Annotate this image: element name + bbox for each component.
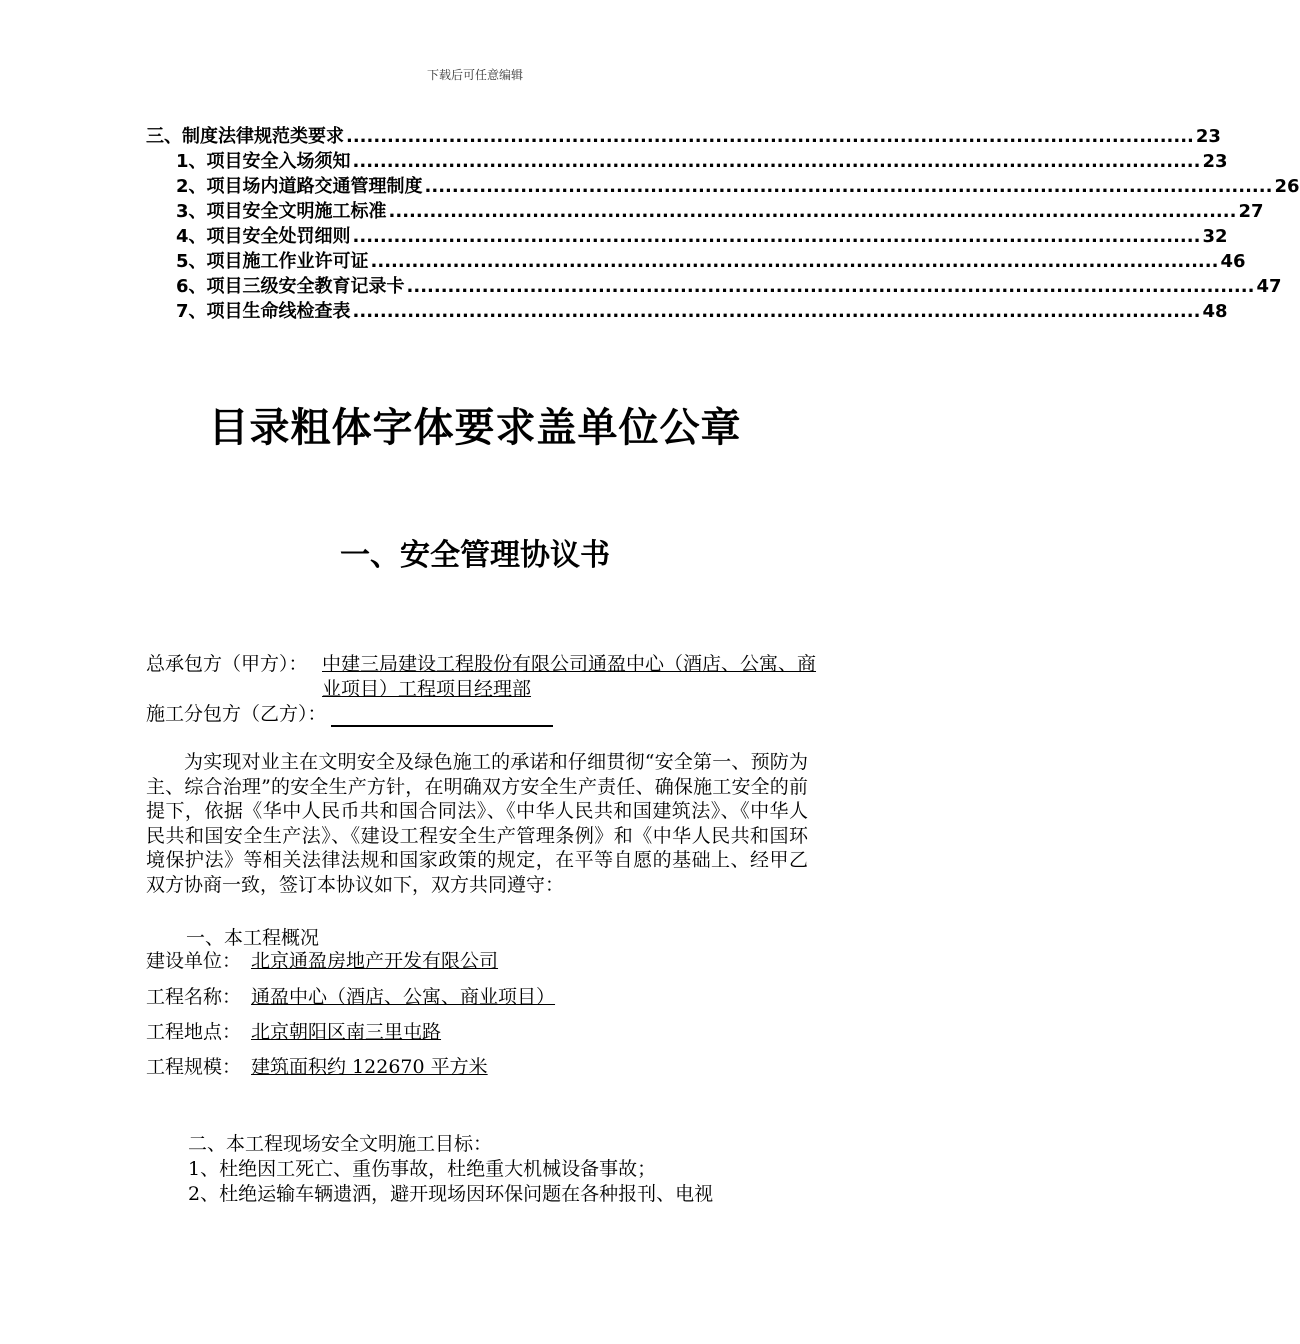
project-info-label: 工程地点： [146,1021,242,1043]
toc-entry-label: 2、项目场内道路交通管理制度 [176,176,423,197]
toc-leader-dots: ............................................................................................................................ [388,201,1237,222]
party-b-line [146,702,816,727]
toc-entry[interactable] [146,299,1228,324]
toc-entry-page: 23 [1202,151,1228,172]
intro-paragraph: 为实现对业主在文明安全及绿色施工的承诺和仔细贯彻“安全第一、预防为主、综合治理”的安全生产方针，在明确双方安全生产责任、确保施工安全的前提下，依据《华中人民币共和国合同法》、《中华人民共和国建筑法》、《中华人民共和国安全生产法》、《建设工程安全生产管理条例》和《中华人民共和国环境保护法》等相关法律法规和国家政策的规定，在平等自愿的基础上、经甲乙双方协商一致，签订本协议如下，双方共同遵守： [146,751,808,896]
party-a-label: 总承包方（甲方）： [146,653,308,675]
project-info-label: 工程规模： [146,1056,242,1078]
toc-leader-dots: ............................................................................................................................ [352,226,1201,247]
toc-entry-page: 48 [1202,301,1228,322]
project-info-label: 工程名称： [146,986,242,1008]
toc-entry-page: 23 [1195,126,1221,147]
toc-entry-label: 6、项目三级安全教育记录卡 [176,276,405,297]
toc-entry-page: 32 [1202,226,1228,247]
project-info-row [146,984,555,1010]
toc-entry-page: 47 [1256,276,1282,297]
goal-item: 1、杜绝因工死亡、重伤事故，杜绝重大机械设备事故； [188,1158,657,1180]
project-info-value: 通盈中心（酒店、公寓、商业项目） [251,986,556,1008]
toc-leader-dots: ............................................................................................................................ [370,251,1219,272]
toc-entry[interactable] [146,199,1264,224]
goal-item: 2、杜绝运输车辆遗洒，避开现场因环保问题在各种报刊、电视 [188,1183,714,1205]
project-info-row [146,948,498,974]
toc-entry-page: 46 [1220,251,1246,272]
toc-entry[interactable] [146,149,1228,174]
toc-entry[interactable] [146,174,1300,199]
toc-entry-label: 5、项目施工作业许可证 [176,251,369,272]
toc-entry-page: 26 [1274,176,1300,197]
section-title: 一、安全管理协议书 [340,538,610,573]
toc-leader-dots: ............................................................................................................................ [352,151,1201,172]
party-a-value: 中建三局建设工程股份有限公司通盈中心（酒店、公寓、商业项目）工程项目经理部 [322,653,817,700]
toc-leader-dots: ............................................................................................................................ [346,126,1194,147]
toc-leader-dots: ............................................................................................................................ [352,301,1201,322]
toc-entry[interactable] [146,224,1228,249]
project-info-label: 建设单位： [146,950,242,972]
project-info-row [146,1054,488,1080]
toc-entry[interactable] [146,124,1221,149]
goals-heading: 二、本工程现场安全文明施工目标： [188,1133,493,1155]
page-header-note: 下载后可任意编辑 [426,68,523,82]
toc-entry[interactable] [146,249,1246,274]
toc-leader-dots: ............................................................................................................................ [406,276,1255,297]
toc-entry-label: 4、项目安全处罚细则 [176,226,351,247]
toc-leader-dots: ............................................................................................................................ [424,176,1273,197]
toc-entry-label: 7、项目生命线检查表 [176,301,351,322]
project-info-value: 建筑面积约 122670 平方米 [251,1056,488,1078]
table-of-contents [146,124,1300,324]
toc-entry-page: 27 [1238,201,1264,222]
overview-heading: 一、本工程概况 [186,927,320,949]
toc-entry-label: 三、制度法律规范类要求 [146,126,344,147]
toc-entry-label: 1、项目安全入场须知 [176,151,351,172]
project-info-value: 北京朝阳区南三里屯路 [251,1021,442,1043]
toc-entry[interactable] [146,274,1282,299]
project-info-value: 北京通盈房地产开发有限公司 [251,950,499,972]
party-b-blank-field[interactable] [331,705,553,727]
toc-entry-label: 3、项目安全文明施工标准 [176,201,387,222]
party-a-line [146,652,816,702]
party-b-label: 施工分包方（乙方）： [146,703,327,725]
project-info-row [146,1019,441,1045]
seal-requirement-title: 目录粗体字体要求盖单位公章 [208,405,742,451]
